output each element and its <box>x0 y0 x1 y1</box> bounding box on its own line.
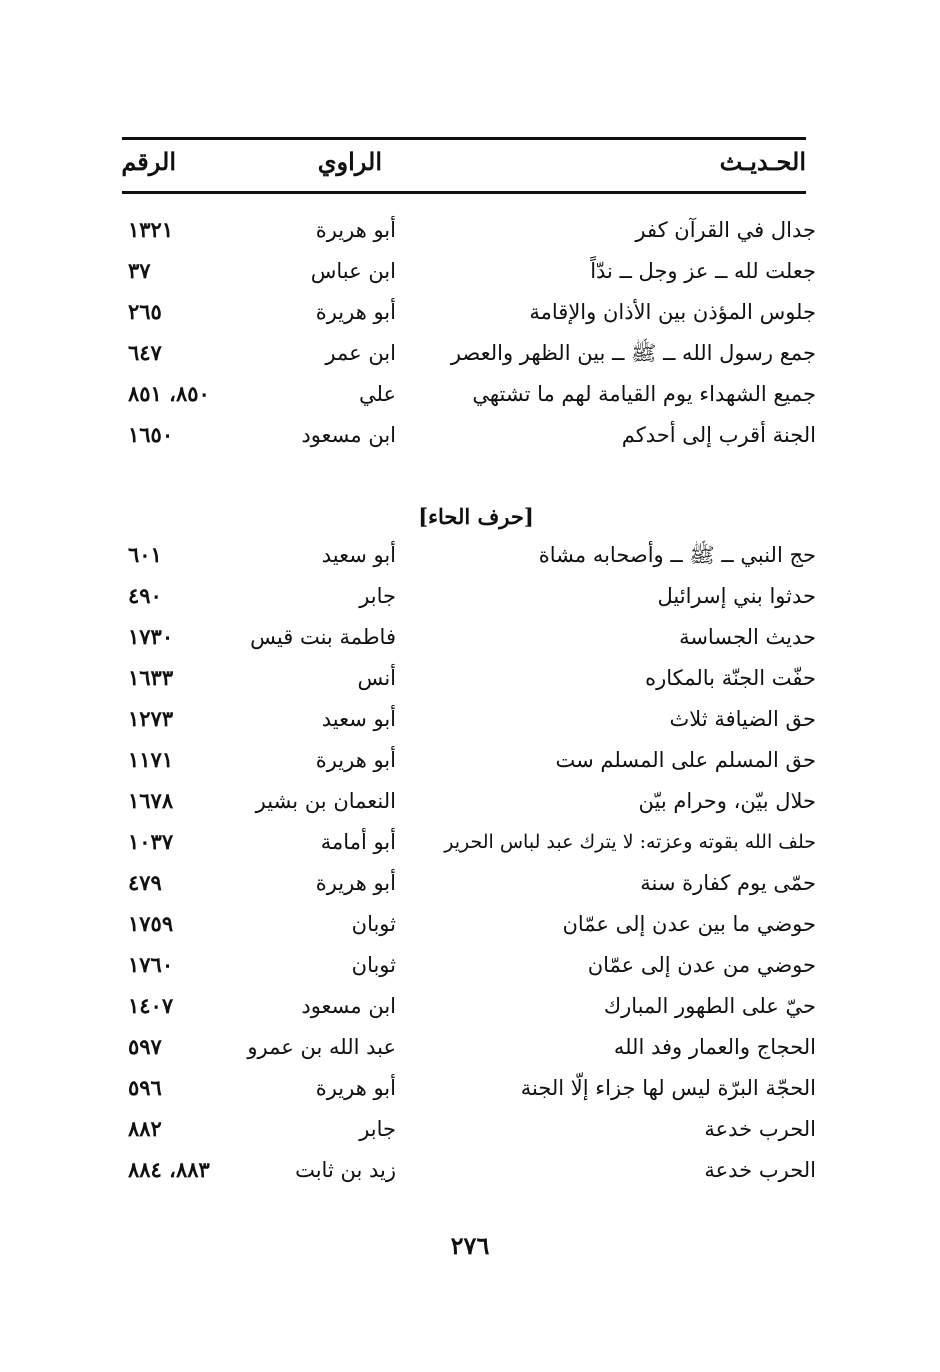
hadith-text: حلال بيّن، وحرام بيّن <box>638 789 816 813</box>
narrator-name: أبو هريرة <box>315 300 396 324</box>
hadith-text: الحجاج والعمار وفد الله <box>613 1035 816 1059</box>
hadith-number: ١٦٧٨ <box>128 788 174 813</box>
hadith-number: ٨٨٣، ٨٨٤ <box>128 1157 210 1182</box>
hadith-text: جلوس المؤذن بين الأذان والإقامة <box>529 300 816 324</box>
hadith-text: الحجّة البرّة ليس لها جزاء إلّا الجنة <box>520 1076 816 1100</box>
hadith-number: ٥٩٦ <box>128 1075 162 1100</box>
hadith-text: جمع رسول الله ــ ﷺ ــ بين الظهر والعصر <box>450 341 816 365</box>
table-header <box>122 142 806 188</box>
table-row <box>122 1150 816 1190</box>
hadith-text: حق الضيافة ثلاث <box>669 707 816 731</box>
hadith-number: ١٢٧٣ <box>128 706 174 731</box>
narrator-name: أبو هريرة <box>315 1076 396 1100</box>
table-row <box>122 1068 816 1108</box>
hadith-text: جدال في القرآن كفر <box>635 218 816 242</box>
narrator-name: ابن عمر <box>325 341 396 365</box>
narrator-name: علي <box>359 382 396 406</box>
table-row <box>122 617 816 657</box>
hadith-text: حوضي ما بين عدن إلى عمّان <box>562 912 816 936</box>
hadith-number: ١٤٠٧ <box>128 993 174 1018</box>
hadith-text: حج النبي ــ ﷺ ــ وأصحابه مشاة <box>538 543 816 567</box>
table-row <box>122 781 816 821</box>
hadith-text: جميع الشهداء يوم القيامة لهم ما تشتهي <box>472 382 816 406</box>
hadith-text: الحرب خدعة <box>704 1158 816 1182</box>
hadith-number: ١٧٦٠ <box>128 952 174 977</box>
narrator-name: فاطمة بنت قيس <box>250 625 396 649</box>
table-row <box>122 945 816 985</box>
table-row <box>122 658 816 698</box>
hadith-number: ١٠٣٧ <box>128 829 174 854</box>
narrator-name: النعمان بن بشير <box>255 789 396 813</box>
hadith-text: جعلت لله ــ عز وجل ــ ندّاً <box>590 259 816 283</box>
hadith-number: ١٧٣٠ <box>128 624 174 649</box>
hadith-number: ٨٨٢ <box>128 1116 162 1141</box>
narrator-name: أبو أمامة <box>320 830 396 854</box>
hadith-number: ١٦٣٣ <box>128 665 174 690</box>
narrator-name: زيد بن ثابت <box>295 1158 396 1182</box>
hadith-text: الحرب خدعة <box>704 1117 816 1141</box>
table-row <box>122 699 816 739</box>
hadith-text: حديث الجساسة <box>679 625 816 649</box>
narrator-name: أبو هريرة <box>315 871 396 895</box>
table-row <box>122 415 816 455</box>
table-row <box>122 904 816 944</box>
table-row <box>122 333 816 373</box>
hadith-text: حق المسلم على المسلم ست <box>555 748 816 772</box>
hadith-number: ١٣٢١ <box>128 217 174 242</box>
hadith-text: حيّ على الطهور المبارك <box>603 994 816 1018</box>
table-row <box>122 374 816 414</box>
hadith-number: ٣٧ <box>128 258 151 283</box>
table-row <box>122 576 816 616</box>
hadith-number: ١٦٥٠ <box>128 422 174 447</box>
hadith-number: ٤٧٩ <box>128 870 162 895</box>
hadith-text: حوضي من عدن إلى عمّان <box>587 953 816 977</box>
hadith-number: ١٧٥٩ <box>128 911 174 936</box>
header-hadith: الحـديـث <box>719 147 806 176</box>
table-row <box>122 292 816 332</box>
hadith-text: الجنة أقرب إلى أحدكم <box>621 423 816 447</box>
narrator-name: ابن مسعود <box>301 423 396 447</box>
hadith-text: حدثوا بني إسرائيل <box>657 584 816 608</box>
table-row <box>122 1027 816 1067</box>
narrator-name: أبو هريرة <box>315 748 396 772</box>
hadith-number: ٦٠١ <box>128 542 162 567</box>
hadith-text: حمّى يوم كفارة سنة <box>640 871 816 895</box>
table-row <box>122 740 816 780</box>
top-rule <box>122 137 806 140</box>
table-row <box>122 251 816 291</box>
narrator-name: جابر <box>359 1117 396 1141</box>
narrator-name: أبو هريرة <box>315 218 396 242</box>
table-row <box>122 822 816 862</box>
narrator-name: ابن عباس <box>310 259 396 283</box>
section-title <box>0 500 940 534</box>
table-row <box>122 210 816 250</box>
hadith-number: ٨٥٠، ٨٥١ <box>128 381 210 406</box>
narrator-name: أبو سعيد <box>321 543 396 567</box>
hadith-number: ٤٩٠ <box>128 583 162 608</box>
table-row <box>122 863 816 903</box>
narrator-name: ابن مسعود <box>301 994 396 1018</box>
header-rule <box>122 191 806 194</box>
narrator-name: أنس <box>357 666 396 690</box>
narrator-name: ثوبان <box>351 953 396 977</box>
table-row <box>122 535 816 575</box>
header-number: الرقم <box>121 147 176 176</box>
hadith-number: ٢٦٥ <box>128 299 162 324</box>
table-row <box>122 986 816 1026</box>
narrator-name: عبد الله بن عمرو <box>247 1035 396 1059</box>
section-title-text: [حرف الحاء] <box>418 504 534 529</box>
narrator-name: جابر <box>359 584 396 608</box>
hadith-number: ٦٤٧ <box>128 340 162 365</box>
page-number: ٢٧٦ <box>450 1231 490 1260</box>
narrator-name: أبو سعيد <box>321 707 396 731</box>
hadith-text: حلف الله بقوته وعزته: لا يترك عبد لباس الحرير <box>444 831 816 853</box>
narrator-name: ثوبان <box>351 912 396 936</box>
table-row <box>122 1109 816 1149</box>
hadith-number: ١١٧١ <box>128 747 174 772</box>
header-narrator: الراوي <box>317 147 382 176</box>
hadith-text: حفّت الجنّة بالمكاره <box>645 666 816 690</box>
hadith-number: ٥٩٧ <box>128 1034 162 1059</box>
